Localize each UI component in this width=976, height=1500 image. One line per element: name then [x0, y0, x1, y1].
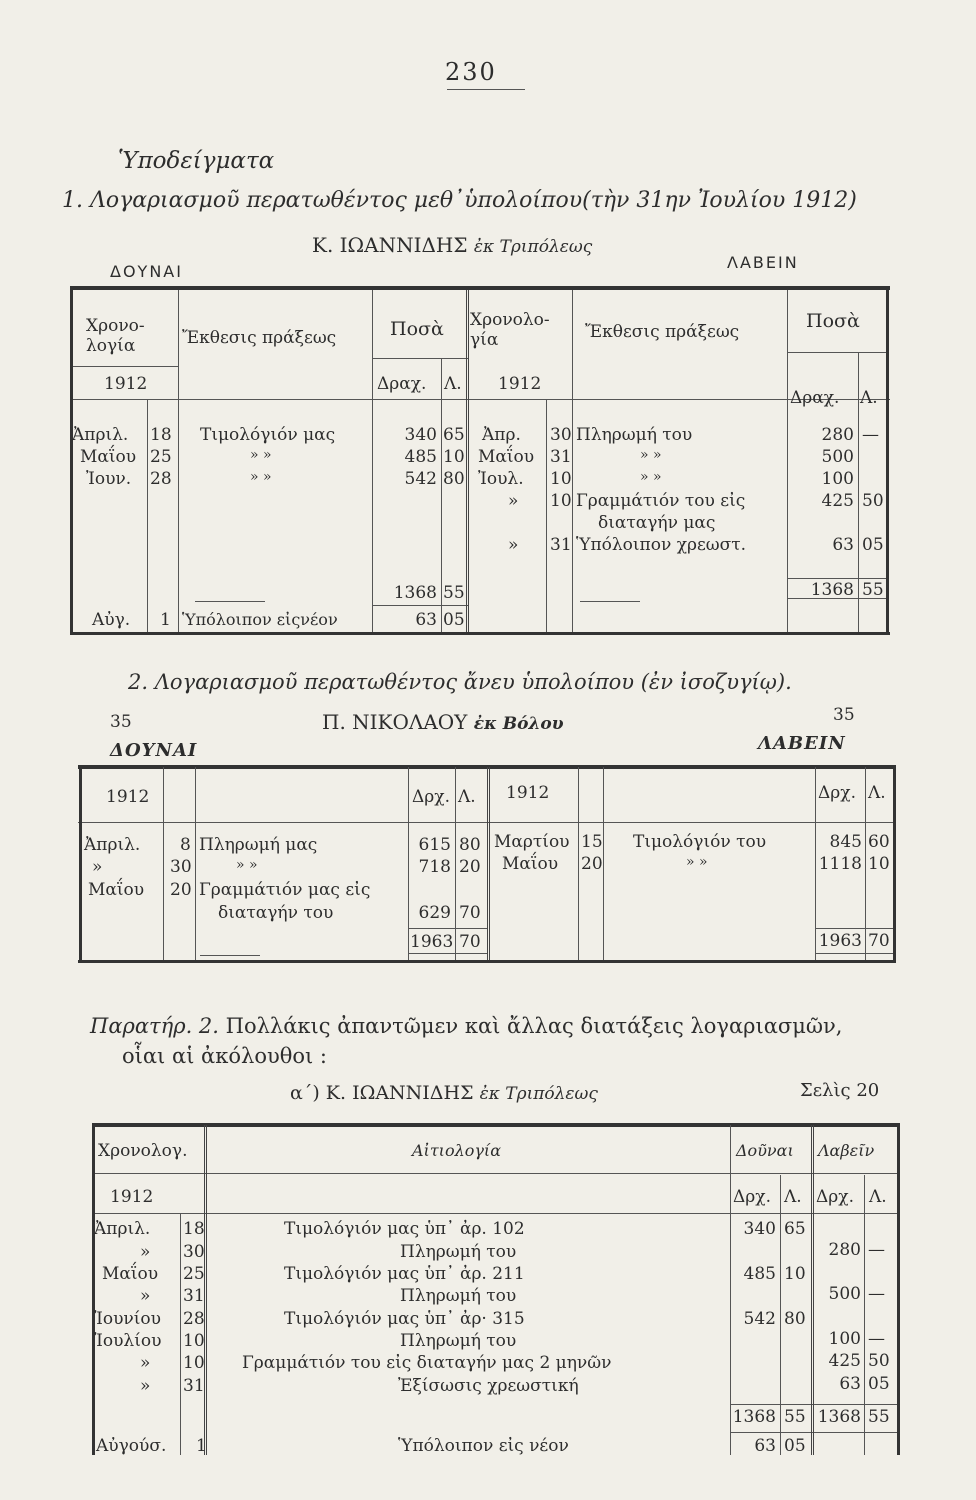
- row-debit-lepta: 80: [784, 1309, 806, 1329]
- header-year: 1912: [106, 787, 150, 807]
- row-month: Αὐγ.: [92, 610, 131, 630]
- row-month: Ἀπριλ.: [84, 835, 141, 855]
- row-drachmas: 280: [821, 425, 854, 445]
- note-label: Παρατήρ. 2.: [90, 1014, 219, 1038]
- row-drachmas: 100: [821, 469, 854, 489]
- header-debit-lepta: Λ.: [784, 1187, 802, 1207]
- row-lepta: 60: [868, 832, 890, 852]
- row-debit-drachmas: 542: [743, 1309, 776, 1329]
- row-description: Τιμολόγιόν μας ὑπ᾽ ἀρ. 102: [284, 1219, 525, 1239]
- row-month: »: [508, 535, 519, 555]
- row-lepta: 05: [862, 535, 884, 555]
- row-month: Ἰουνίου: [94, 1309, 161, 1329]
- row-drachmas: 542: [404, 469, 437, 489]
- header-chronology: Χρονολογ.: [98, 1141, 188, 1161]
- row-description: Ὑπόλοιπον εἰςνέον: [182, 610, 338, 629]
- row-day: 10: [550, 469, 572, 489]
- row-drachmas: 500: [821, 447, 854, 467]
- debit-label: ΔΟΥΝΑΙ: [110, 740, 198, 761]
- row-lepta: 70: [459, 903, 481, 923]
- section2-title: 2. Λογαριασμοῦ περατωθέντος ἄνευ ὑπολοίπου (ἐν ἰσοζυγίῳ).: [128, 670, 792, 694]
- row-description: » »: [236, 857, 258, 873]
- header-lepta: Λ.: [458, 787, 476, 807]
- header-year: 1912: [104, 374, 148, 394]
- row-description: διαταγήν του: [218, 903, 334, 923]
- header-lepta-right: Λ.: [860, 388, 878, 408]
- total-drachmas: 1368: [393, 583, 437, 603]
- header-drachmas: Δραχ.: [377, 374, 427, 394]
- row-day: 30: [170, 857, 192, 877]
- row-month: »: [92, 857, 103, 877]
- header-chronology: Χρονο-λογία: [86, 316, 145, 356]
- row-drachmas: 718: [418, 857, 451, 877]
- row-credit-drachmas: 63: [839, 1374, 861, 1394]
- row-description: διαταγήν μας: [598, 513, 716, 533]
- row-drachmas: 485: [404, 447, 437, 467]
- total-drachmas: 1963: [410, 932, 454, 952]
- row-description: » »: [250, 447, 272, 463]
- row-month: Ἀπριλ.: [94, 1219, 151, 1239]
- header-description: Ἔκθεσις πράξεως: [182, 328, 337, 348]
- row-month: Μαΐου: [80, 447, 137, 467]
- row-month: »: [140, 1353, 151, 1373]
- row-description: Πληρωμή του: [576, 425, 693, 445]
- row-drachmas: 340: [404, 425, 437, 445]
- header-credit: Λαβεῖν: [818, 1141, 875, 1160]
- merchant-prefix: α΄): [290, 1082, 320, 1104]
- folio-page: Σελὶς 20: [800, 1080, 880, 1101]
- row-description: Γραμμάτιόν του εἰς διαταγήν μας 2 μηνῶν: [242, 1353, 612, 1373]
- row-debit-drachmas: 340: [743, 1219, 776, 1239]
- row-description: Γραμμάτιόν μας εἰς: [199, 880, 371, 900]
- row-credit-lepta: —: [868, 1240, 885, 1260]
- row-description: Τιμολόγιόν μας: [200, 425, 336, 445]
- row-description: » »: [686, 854, 708, 870]
- row-description: » »: [640, 469, 662, 485]
- section3-merchant: [290, 1082, 598, 1104]
- row-drachmas: 63: [415, 610, 437, 630]
- total-lepta: 70: [459, 932, 481, 952]
- header-lepta-right: Λ.: [868, 783, 886, 803]
- row-month: »: [140, 1242, 151, 1262]
- merchant-origin: ἐκ Τριπόλεως: [473, 237, 593, 257]
- row-month: Ἰουλίου: [94, 1331, 162, 1351]
- section-heading: Ὑποδείγματα: [118, 148, 275, 174]
- row-lepta: 50: [862, 491, 884, 511]
- total-debit-drachmas: 1368: [732, 1407, 776, 1427]
- note-line-2: οἷαι αἱ ἀκόλουθοι :: [122, 1044, 327, 1068]
- row-description: Πληρωμή του: [400, 1286, 517, 1306]
- left-total-rule: [372, 605, 468, 606]
- header-credit-drachmas: Δρχ.: [816, 1187, 854, 1207]
- header-drachmas: Δρχ.: [412, 787, 450, 807]
- row-drachmas: 629: [418, 903, 451, 923]
- header-description: Αἰτιολογία: [412, 1141, 501, 1160]
- row-description: Γραμμάτιόν του εἰς: [576, 491, 746, 511]
- total-credit-drachmas: 1368: [817, 1407, 861, 1427]
- row-description: Τιμολόγιόν του: [633, 832, 767, 852]
- row-lepta: 10: [443, 447, 465, 467]
- row-day: 15: [581, 832, 603, 852]
- row-credit-drachmas: 500: [828, 1284, 861, 1304]
- total-drachmas: 1368: [810, 580, 854, 600]
- row-debit-lepta: 05: [784, 1436, 806, 1456]
- row-description: Πληρωμή του: [400, 1242, 517, 1262]
- credit-label: ΛΑΒΕΙΝ: [727, 253, 799, 272]
- total-lepta: 55: [862, 580, 884, 600]
- row-day: 31: [183, 1286, 205, 1306]
- row-month: »: [508, 491, 519, 511]
- header-year-right: 1912: [498, 374, 542, 394]
- row-month: »: [140, 1286, 151, 1306]
- total-credit-lepta: 55: [868, 1407, 890, 1427]
- row-description: Πληρωμή μας: [199, 835, 318, 855]
- row-month: Ἰουν.: [86, 469, 132, 489]
- row-drachmas: 425: [821, 491, 854, 511]
- row-debit-lepta: 10: [784, 1264, 806, 1284]
- row-drachmas: 1118: [818, 854, 862, 874]
- credit-label: ΛΑΒΕΙΝ: [758, 733, 846, 754]
- row-credit-lepta: 50: [868, 1351, 890, 1371]
- row-drachmas: 63: [832, 535, 854, 555]
- merchant-origin: ἐκ Τριπόλεως: [479, 1084, 598, 1104]
- debit-label: ΔΟΥΝΑΙ: [110, 262, 183, 281]
- header-drachmas-right: Δρχ.: [818, 783, 856, 803]
- header-description-right: Ἔκθεσις πράξεως: [585, 322, 740, 342]
- section1-title: 1. Λογαριασμοῦ περατωθέντος μεθ᾽ὑπολοίπου(τὴν 31ην Ἰουλίου 1912): [62, 188, 857, 213]
- row-credit-drachmas: 280: [828, 1240, 861, 1260]
- row-debit-drachmas: 63: [754, 1436, 776, 1456]
- note-text: Πολλάκις ἀπαντῶμεν καὶ ἄλλας διατάξεις λογαριασμῶν,: [225, 1014, 843, 1038]
- row-debit-lepta: 65: [784, 1219, 806, 1239]
- row-day: 18: [183, 1219, 205, 1239]
- section1-merchant: [312, 233, 592, 257]
- row-day: 10: [183, 1331, 205, 1351]
- merchant-name: Κ. ΙΩΑΝΝΙΔΗΣ: [312, 233, 468, 257]
- row-debit-drachmas: 485: [743, 1264, 776, 1284]
- page-number-rule: [447, 89, 525, 90]
- header-chronology-right: Χρονολο-γία: [470, 310, 550, 350]
- header-debit-drachmas: Δρχ.: [733, 1187, 771, 1207]
- row-day: 28: [183, 1309, 205, 1329]
- row-day: 25: [183, 1264, 205, 1284]
- folio-right: 35: [833, 705, 855, 725]
- row-day: 31: [550, 535, 572, 555]
- row-day: 10: [550, 491, 572, 511]
- row-day: 30: [183, 1242, 205, 1262]
- section2-merchant: [322, 710, 564, 734]
- row-day: 28: [150, 469, 172, 489]
- right-total-rule: [787, 578, 887, 579]
- row-day: 20: [581, 854, 603, 874]
- row-description: Τιμολόγιόν μας ὑπ᾽ ἀρ. 211: [284, 1264, 525, 1284]
- header-credit-lepta: Λ.: [869, 1187, 887, 1207]
- row-day: 10: [183, 1353, 205, 1373]
- row-month: Μαΐου: [478, 447, 535, 467]
- row-description: » »: [250, 469, 272, 485]
- row-lepta: 05: [443, 610, 465, 630]
- header-year: 1912: [110, 1187, 154, 1207]
- row-month: Μαΐου: [102, 1264, 159, 1284]
- table-top-rule: [70, 286, 890, 290]
- total-debit-lepta: 55: [784, 1407, 806, 1427]
- row-lepta: —: [862, 425, 879, 445]
- row-credit-drachmas: 425: [828, 1351, 861, 1371]
- header-debit: Δοῦναι: [736, 1141, 794, 1160]
- merchant-name: Π. ΝΙΚΟΛΑΟΥ: [322, 710, 468, 734]
- row-drachmas: 845: [829, 832, 862, 852]
- row-day: 1: [160, 610, 171, 630]
- row-lepta: 65: [443, 425, 465, 445]
- row-day: 20: [170, 880, 192, 900]
- header-amount-right: Ποσὰ: [806, 310, 860, 332]
- row-credit-lepta: 05: [868, 1374, 890, 1394]
- row-description: Πληρωμή του: [400, 1331, 517, 1351]
- header-lepta: Λ.: [444, 374, 462, 394]
- row-credit-lepta: —: [868, 1329, 885, 1349]
- total-drachmas: 1963: [818, 931, 862, 951]
- row-month: Ἀπρ.: [482, 425, 521, 445]
- table-bottom-rule: [70, 632, 890, 635]
- row-description: Ὑπόλοιπον χρεωστ.: [576, 535, 747, 555]
- row-month: Αὐγούσ.: [96, 1436, 167, 1456]
- merchant-name: Κ. ΙΩΑΝΝΙΔΗΣ: [325, 1082, 474, 1104]
- row-day: 18: [150, 425, 172, 445]
- row-description: Ὑπόλοιπον εἰς νέον: [398, 1436, 569, 1456]
- row-month: »: [140, 1376, 151, 1396]
- row-day: 1: [196, 1436, 207, 1456]
- header-bottom-rule: [70, 399, 890, 400]
- row-credit-drachmas: 100: [828, 1329, 861, 1349]
- row-month: Μαΐου: [88, 880, 145, 900]
- row-day: 30: [550, 425, 572, 445]
- row-month: Μαρτίου: [494, 832, 570, 852]
- row-description: Ἐξίσωσις χρεωστική: [398, 1376, 579, 1396]
- folio-left: 35: [110, 712, 132, 732]
- row-lepta: 80: [459, 835, 481, 855]
- row-day: 8: [180, 835, 191, 855]
- page-number: 230: [445, 58, 497, 86]
- row-month: Μαΐου: [502, 854, 559, 874]
- merchant-origin: ἐκ Βόλου: [473, 714, 564, 734]
- row-lepta: 20: [459, 857, 481, 877]
- row-lepta: 80: [443, 469, 465, 489]
- row-month: Ἰουλ.: [478, 469, 524, 489]
- row-day: 25: [150, 447, 172, 467]
- header-drachmas-right: Δραχ.: [790, 388, 840, 408]
- row-lepta: 10: [868, 854, 890, 874]
- row-description: » »: [640, 447, 662, 463]
- row-month: Ἀπριλ.: [72, 425, 129, 445]
- row-drachmas: 615: [418, 835, 451, 855]
- row-credit-lepta: —: [868, 1284, 885, 1304]
- header-year-right: 1912: [506, 783, 550, 803]
- row-description: Τιμολόγιόν μας ὑπ᾽ ἀρ· 315: [284, 1309, 525, 1329]
- row-day: 31: [550, 447, 572, 467]
- header-amount: Ποσὰ: [390, 318, 444, 340]
- row-day: 31: [183, 1376, 205, 1396]
- note-line-1: [90, 1014, 842, 1038]
- total-lepta: 70: [868, 931, 890, 951]
- total-lepta: 55: [443, 583, 465, 603]
